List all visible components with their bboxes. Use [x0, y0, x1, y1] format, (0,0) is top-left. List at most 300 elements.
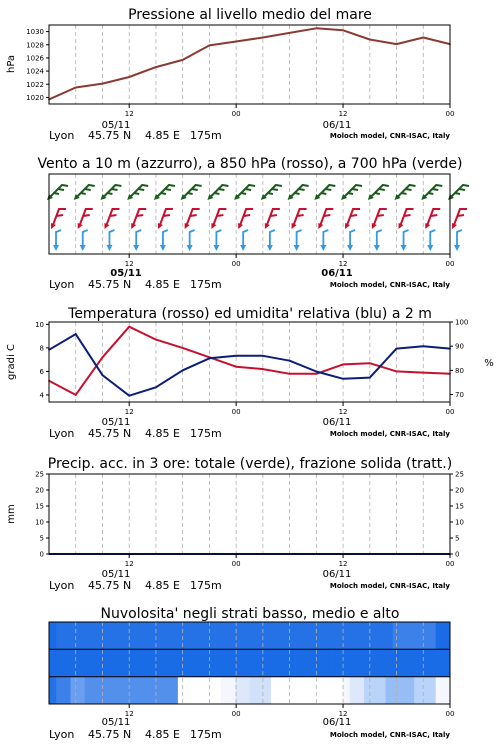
- wind-barb-10m: [109, 230, 114, 247]
- wind-barb-850: [401, 209, 414, 225]
- location-lat: 45.75 N: [88, 579, 132, 592]
- temperature-line-point: [155, 339, 157, 341]
- wind-barb-10m: [457, 230, 462, 247]
- temperature-line-point: [369, 362, 371, 364]
- cloud-cell-alto: [63, 622, 71, 649]
- cloud-cell-basso: [314, 677, 322, 704]
- wind-barb-10m: [190, 230, 195, 247]
- y-tick-label: 80: [455, 366, 464, 375]
- cloud-panel: [49, 606, 454, 741]
- cloud-cell-basso: [106, 677, 114, 704]
- cloud-cell-alto: [307, 622, 315, 649]
- precipitation-date-1: 05/11: [101, 569, 131, 580]
- cloud-cell-alto: [164, 622, 172, 649]
- humidity-line-point: [396, 348, 398, 350]
- cloud-cell-alto: [214, 622, 222, 649]
- pressure-line-point: [315, 27, 317, 29]
- cloud-cell-alto: [264, 622, 272, 649]
- pressure-line: [49, 28, 450, 99]
- cloud-cell-alto: [156, 622, 164, 649]
- wind-barb-10m-head: [320, 245, 326, 251]
- humidity-line-point: [422, 345, 424, 347]
- y-tick-label: 1024: [26, 67, 44, 76]
- temperature-line-point: [262, 368, 264, 370]
- cloud-cells: [49, 622, 450, 704]
- location-name: Lyon: [49, 129, 75, 142]
- cloud-cell-medio: [300, 649, 308, 676]
- temperature-panel: [6, 306, 494, 440]
- cloud-cell-basso: [343, 677, 351, 704]
- cloud-cell-medio: [400, 649, 408, 676]
- wind-barb-10m-head: [106, 245, 112, 251]
- humidity-line-point: [102, 374, 104, 376]
- wind-barb-10m-head: [187, 245, 193, 251]
- x-tick-label: 00: [445, 408, 455, 416]
- cloud-cell-basso: [121, 677, 129, 704]
- humidity-y-ticks: [450, 319, 468, 400]
- cloud-cell-medio: [343, 649, 351, 676]
- cloud-cell-alto: [371, 622, 379, 649]
- location-lat: 45.75 N: [88, 427, 132, 440]
- pressure-line-point: [396, 43, 398, 45]
- cloud-cell-basso: [264, 677, 272, 704]
- wind-barb-10m: [243, 230, 248, 247]
- cloud-cell-alto: [314, 622, 322, 649]
- x-tick-label: 12: [124, 710, 134, 718]
- temperature-line-point: [289, 373, 291, 375]
- precipitation-frame: [49, 474, 450, 554]
- wind-barb-700: [103, 185, 121, 197]
- cloud-cell-medio: [156, 649, 164, 676]
- cloud-cell-alto: [328, 622, 336, 649]
- cloud-cell-alto: [386, 622, 394, 649]
- pressure-line-point: [235, 41, 237, 43]
- wind-barb-10m-head: [347, 245, 353, 251]
- wind-barb-850: [454, 209, 467, 225]
- temperature-line-point: [315, 373, 317, 375]
- cloud-cell-alto: [113, 622, 121, 649]
- x-tick-label: 00: [445, 560, 455, 568]
- location-alt: 175m: [190, 278, 222, 291]
- cloud-cell-alto: [221, 622, 229, 649]
- temperature-y-ticks: [35, 321, 49, 400]
- cloud-cell-alto: [49, 622, 57, 649]
- pressure-line-point: [422, 37, 424, 39]
- cloud-cell-alto: [121, 622, 129, 649]
- y-tick-label: 20: [455, 486, 464, 495]
- temperature-line-point: [128, 326, 130, 328]
- wind-barb-850: [267, 209, 280, 225]
- cloud-cell-alto: [285, 622, 293, 649]
- y-tick-label: 15: [35, 502, 44, 511]
- x-tick-label: 00: [231, 260, 241, 268]
- cloud-cell-medio: [364, 649, 372, 676]
- wind-barb-10m-head: [80, 245, 86, 251]
- temperature-date-2: 06/11: [322, 417, 352, 428]
- humidity-line-point: [262, 355, 264, 357]
- wind-barb-850: [187, 209, 200, 225]
- cloud-cell-basso: [171, 677, 179, 704]
- x-tick-label: 12: [338, 260, 348, 268]
- cloud-cell-alto: [228, 622, 236, 649]
- wind-barb-10m: [270, 230, 275, 247]
- cloud-cell-medio: [207, 649, 215, 676]
- cloud-cell-medio: [371, 649, 379, 676]
- cloud-cell-medio: [185, 649, 193, 676]
- y-tick-label: 1022: [26, 80, 44, 89]
- cloud-cell-basso: [421, 677, 429, 704]
- x-tick-label: 00: [445, 260, 455, 268]
- pressure-series: [48, 27, 451, 100]
- wind-barb-10m: [350, 230, 355, 247]
- cloud-cell-alto: [78, 622, 86, 649]
- wind-barb-10m: [404, 230, 409, 247]
- cloud-cell-medio: [214, 649, 222, 676]
- cloud-cell-medio: [436, 649, 444, 676]
- wind-panel: [37, 156, 469, 291]
- cloud-cell-medio: [164, 649, 172, 676]
- wind-barb-700: [210, 185, 228, 197]
- cloud-cell-medio: [443, 649, 451, 676]
- humidity-line-point: [342, 378, 344, 380]
- cloud-cell-medio: [278, 649, 286, 676]
- temperature-location: [49, 427, 450, 440]
- cloud-date-1: 05/11: [101, 717, 131, 728]
- cloud-cell-basso: [156, 677, 164, 704]
- wind-barb-700: [317, 185, 335, 197]
- y-tick-label: 0: [39, 550, 44, 559]
- cloud-cell-alto: [207, 622, 215, 649]
- cloud-cell-basso: [242, 677, 250, 704]
- cloud-cell-alto: [178, 622, 186, 649]
- cloud-cell-medio: [135, 649, 143, 676]
- humidity-line-point: [182, 369, 184, 371]
- location-lon: 4.85 E: [145, 129, 180, 142]
- cloud-cell-basso: [271, 677, 279, 704]
- humidity-line-point: [289, 360, 291, 362]
- location-lon: 4.85 E: [145, 427, 180, 440]
- wind-title: Vento a 10 m (azzurro), a 850 hPa (rosso), a 700 hPa (verde): [37, 156, 463, 172]
- y-tick-label: 6: [39, 367, 44, 376]
- cloud-cell-alto: [199, 622, 207, 649]
- wind-barb-700: [451, 185, 469, 197]
- wind-barb-850: [374, 209, 387, 225]
- cloud-cell-basso: [292, 677, 300, 704]
- cloud-cell-basso: [178, 677, 186, 704]
- cloud-cell-basso: [443, 677, 451, 704]
- wind-barb-850: [427, 209, 440, 225]
- cloud-cell-medio: [92, 649, 100, 676]
- cloud-cell-medio: [113, 649, 121, 676]
- cloud-cell-basso: [164, 677, 172, 704]
- wind-barb-850: [133, 209, 146, 225]
- pressure-gridlines: [76, 25, 424, 104]
- model-credit: Moloch model, CNR-ISAC, Italy: [329, 132, 450, 140]
- cloud-cell-alto: [106, 622, 114, 649]
- cloud-cell-basso: [378, 677, 386, 704]
- cloud-date-2: 06/11: [322, 717, 352, 728]
- x-tick-label: 00: [231, 408, 241, 416]
- cloud-cell-medio: [106, 649, 114, 676]
- cloud-cell-basso: [207, 677, 215, 704]
- cloud-cell-medio: [271, 649, 279, 676]
- cloud-cell-alto: [321, 622, 329, 649]
- cloud-cell-medio: [350, 649, 358, 676]
- wind-barb-10m: [323, 230, 328, 247]
- cloud-cell-alto: [421, 622, 429, 649]
- cloud-cell-medio: [414, 649, 422, 676]
- cloud-cell-medio: [321, 649, 329, 676]
- y-tick-label: 70: [455, 391, 464, 400]
- cloud-cell-medio: [78, 649, 86, 676]
- y-tick-label: 25: [455, 470, 464, 479]
- cloud-cell-medio: [250, 649, 258, 676]
- cloud-cell-basso: [436, 677, 444, 704]
- pressure-line-point: [128, 76, 130, 78]
- location-lat: 45.75 N: [88, 728, 132, 741]
- cloud-cell-medio: [429, 649, 437, 676]
- temperature-line-point: [235, 366, 237, 368]
- cloud-cell-medio: [378, 649, 386, 676]
- cloud-cell-basso: [228, 677, 236, 704]
- location-lat: 45.75 N: [88, 278, 132, 291]
- cloud-cell-basso: [328, 677, 336, 704]
- cloud-cell-medio: [199, 649, 207, 676]
- x-tick-label: 00: [231, 560, 241, 568]
- y-tick-label: 1026: [26, 54, 44, 63]
- wind-barb-10m-head: [401, 245, 407, 251]
- location-name: Lyon: [49, 579, 75, 592]
- x-tick-label: 12: [338, 710, 348, 718]
- precipitation-ylabel: mm: [6, 504, 17, 524]
- pressure-line-point: [155, 66, 157, 68]
- cloud-cell-basso: [85, 677, 93, 704]
- wind-barb-700: [237, 185, 255, 197]
- y-tick-label: 20: [35, 486, 44, 495]
- temperature-frame: [49, 322, 450, 402]
- cloud-cell-medio: [121, 649, 129, 676]
- wind-barb-10m-head: [133, 245, 139, 251]
- cloud-cell-alto: [436, 622, 444, 649]
- temperature-line-point: [182, 347, 184, 349]
- humidity-line-point: [155, 386, 157, 388]
- cloud-cell-alto: [378, 622, 386, 649]
- pressure-x-ticks: [125, 104, 455, 118]
- cloud-cell-alto: [271, 622, 279, 649]
- wind-barb-10m-head: [213, 245, 219, 251]
- location-name: Lyon: [49, 278, 75, 291]
- wind-barb-10m-head: [160, 245, 166, 251]
- wind-barb-10m: [163, 230, 168, 247]
- temperature-line-point: [396, 371, 398, 373]
- pressure-line-point: [342, 29, 344, 31]
- model-credit: Moloch model, CNR-ISAC, Italy: [329, 731, 450, 739]
- wind-barb-700: [371, 185, 389, 197]
- x-tick-label: 00: [231, 110, 241, 118]
- humidity-ylabel: %: [484, 358, 494, 369]
- temperature-line: [49, 327, 450, 395]
- cloud-cell-basso: [429, 677, 437, 704]
- wind-barb-850: [213, 209, 226, 225]
- cloud-cell-medio: [386, 649, 394, 676]
- cloud-cell-basso: [192, 677, 200, 704]
- humidity-line-point: [75, 333, 77, 335]
- cloud-cell-alto: [185, 622, 193, 649]
- cloud-cell-basso: [221, 677, 229, 704]
- cloud-cell-medio: [171, 649, 179, 676]
- cloud-cell-alto: [443, 622, 451, 649]
- precipitation-title: Precip. acc. in 3 ore: totale (verde), frazione solida (tratt.): [47, 456, 453, 472]
- x-tick-label: 12: [338, 560, 348, 568]
- precipitation-panel: [6, 456, 464, 592]
- cloud-cell-medio: [142, 649, 150, 676]
- y-tick-label: 25: [35, 470, 44, 479]
- cloud-cell-basso: [92, 677, 100, 704]
- cloud-cell-basso: [357, 677, 365, 704]
- y-tick-label: 10: [35, 518, 44, 527]
- cloud-cell-basso: [56, 677, 64, 704]
- cloud-cell-basso: [99, 677, 107, 704]
- wind-barb-10m-head: [427, 245, 433, 251]
- location-name: Lyon: [49, 728, 75, 741]
- cloud-cell-medio: [421, 649, 429, 676]
- temperature-line-point: [102, 356, 104, 358]
- wind-barb-700: [184, 185, 202, 197]
- y-tick-label: 1030: [26, 28, 44, 37]
- cloud-cell-basso: [63, 677, 71, 704]
- humidity-line-point: [235, 355, 237, 357]
- cloud-location: [49, 728, 450, 741]
- y-tick-label: 5: [455, 534, 460, 543]
- y-tick-label: 1028: [26, 41, 44, 50]
- cloud-cell-basso: [70, 677, 78, 704]
- x-tick-label: 12: [124, 260, 134, 268]
- cloud-cell-alto: [278, 622, 286, 649]
- cloud-cell-basso: [199, 677, 207, 704]
- x-tick-label: 00: [231, 710, 241, 718]
- cloud-cell-medio: [292, 649, 300, 676]
- cloud-cell-basso: [78, 677, 86, 704]
- precipitation-y-ticks: [35, 471, 49, 559]
- cloud-cell-alto: [292, 622, 300, 649]
- cloud-cell-medio: [99, 649, 107, 676]
- cloud-cell-alto: [350, 622, 358, 649]
- pressure-line-point: [182, 59, 184, 61]
- temperature-x-ticks: [125, 402, 455, 416]
- location-lon: 4.85 E: [145, 728, 180, 741]
- cloud-cell-basso: [335, 677, 343, 704]
- humidity-line: [49, 334, 450, 396]
- cloud-cell-alto: [92, 622, 100, 649]
- cloud-cell-basso: [371, 677, 379, 704]
- pressure-y-ticks: [26, 28, 49, 102]
- wind-barb-850: [294, 209, 307, 225]
- location-name: Lyon: [49, 427, 75, 440]
- cloud-cell-medio: [70, 649, 78, 676]
- cloud-cell-alto: [335, 622, 343, 649]
- cloud-cell-medio: [228, 649, 236, 676]
- humidity-line-point: [209, 357, 211, 359]
- temperature-humidity-series: [48, 326, 451, 397]
- pressure-line-point: [75, 87, 77, 89]
- precipitation-gridlines: [76, 474, 424, 554]
- model-credit: Moloch model, CNR-ISAC, Italy: [329, 281, 450, 289]
- wind-barb-10m: [377, 230, 382, 247]
- cloud-cell-alto: [99, 622, 107, 649]
- cloud-cell-alto: [400, 622, 408, 649]
- wind-barb-700: [398, 185, 416, 197]
- wind-x-ticks: [125, 254, 455, 268]
- wind-barb-850: [160, 209, 173, 225]
- cloud-cell-medio: [221, 649, 229, 676]
- cloud-cell-medio: [285, 649, 293, 676]
- pressure-line-point: [289, 32, 291, 34]
- wind-date-2: 06/11: [321, 268, 353, 279]
- cloud-cell-basso: [400, 677, 408, 704]
- y-tick-label: 15: [455, 502, 464, 511]
- y-tick-label: 1020: [26, 93, 44, 102]
- cloud-cell-alto: [414, 622, 422, 649]
- cloud-cell-alto: [85, 622, 93, 649]
- y-tick-label: 0: [455, 550, 460, 559]
- wind-barbs: [47, 185, 469, 251]
- pressure-line-point: [262, 37, 264, 39]
- y-tick-label: 10: [35, 320, 44, 329]
- wind-barb-10m-head: [294, 245, 300, 251]
- y-tick-label: 4: [39, 391, 44, 400]
- pressure-line-point: [102, 83, 104, 85]
- cloud-cell-basso: [285, 677, 293, 704]
- wind-barb-10m: [297, 230, 302, 247]
- cloud-cell-basso: [300, 677, 308, 704]
- cloud-cell-basso: [49, 677, 57, 704]
- wind-barb-850: [347, 209, 360, 225]
- pressure-date-2: 06/11: [322, 120, 352, 131]
- temperature-line-point: [342, 363, 344, 365]
- precipitation-y-ticks-right: [450, 471, 464, 559]
- cloud-cell-alto: [70, 622, 78, 649]
- cloud-cell-medio: [335, 649, 343, 676]
- cloud-cell-alto: [429, 622, 437, 649]
- temperature-title: Temperatura (rosso) ed umidita' relativa (blu) a 2 m: [68, 306, 432, 322]
- y-tick-label: 5: [39, 534, 44, 543]
- wind-barb-700: [291, 185, 309, 197]
- cloud-cell-alto: [171, 622, 179, 649]
- cloud-cell-medio: [178, 649, 186, 676]
- cloud-cell-basso: [307, 677, 315, 704]
- pressure-line-point: [209, 45, 211, 47]
- x-tick-label: 00: [445, 710, 455, 718]
- location-lat: 45.75 N: [88, 129, 132, 142]
- y-tick-label: 8: [39, 344, 44, 353]
- x-tick-label: 12: [124, 110, 134, 118]
- wind-barb-10m-head: [240, 245, 246, 251]
- cloud-cell-alto: [135, 622, 143, 649]
- wind-date-1: 05/11: [110, 268, 142, 279]
- cloud-cell-basso: [142, 677, 150, 704]
- cloud-cell-medio: [328, 649, 336, 676]
- cloud-cell-basso: [364, 677, 372, 704]
- wind-barb-700: [264, 185, 282, 197]
- temperature-date-1: 05/11: [101, 417, 131, 428]
- cloud-cell-medio: [407, 649, 415, 676]
- cloud-cell-basso: [414, 677, 422, 704]
- y-tick-label: 10: [455, 518, 464, 527]
- pressure-frame: [49, 25, 450, 104]
- y-tick-label: 100: [455, 318, 469, 327]
- cloud-cell-medio: [242, 649, 250, 676]
- y-tick-label: 90: [455, 342, 464, 351]
